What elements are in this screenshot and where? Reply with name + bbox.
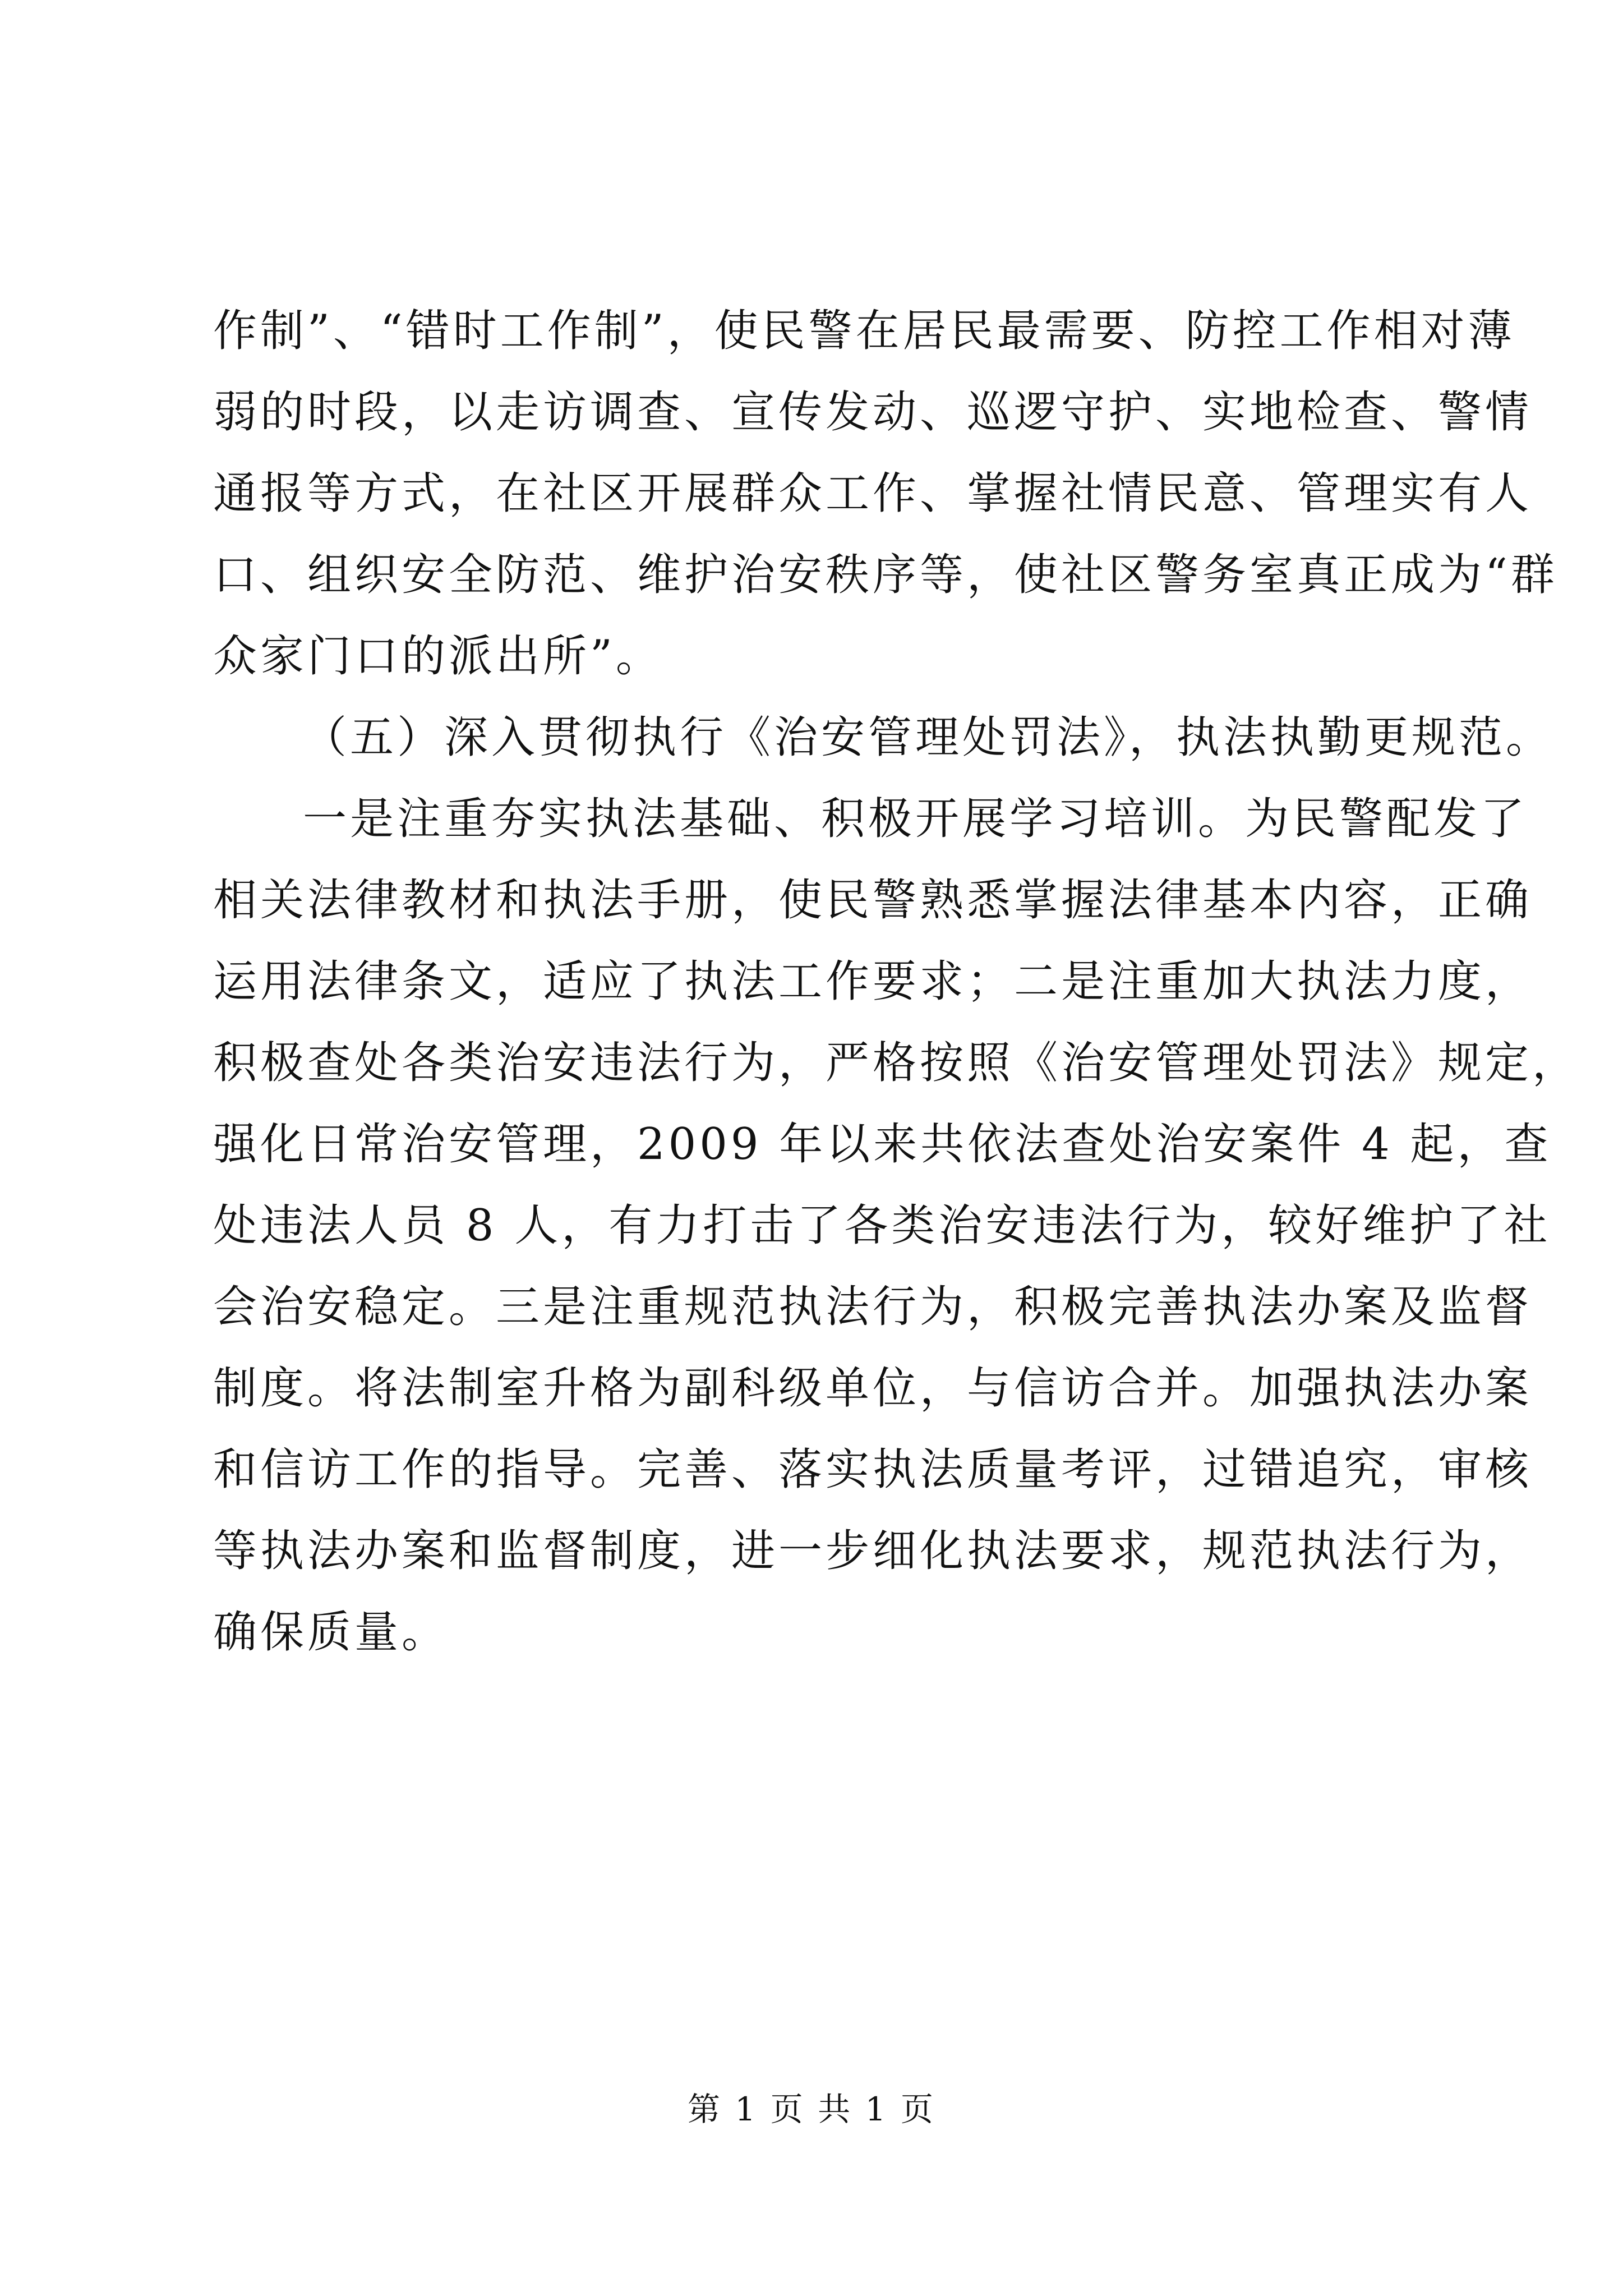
text-line: 会治安稳定。三是注重规范执法行为，积极完善执法办案及监督 <box>213 1282 1533 1332</box>
page-footer: 第 1 页 共 1 页 <box>688 2090 935 2128</box>
section-heading: （五）深入贯彻执行《治安管理处罚法》，执法执勤更规范。 <box>303 712 1553 763</box>
text-line: 众家门口的派出所”。 <box>213 631 663 682</box>
text-line: 积极查处各类治安违法行为，严格按照《治安管理处罚法》规定， <box>213 1038 1580 1088</box>
text-line: 确保质量。 <box>213 1607 449 1658</box>
text-line: 和信访工作的指导。完善、落实执法质量考评，过错追究，审核 <box>213 1444 1533 1495</box>
text-line: 通报等方式，在社区开展群众工作、掌握社情民意、管理实有人 <box>213 468 1533 519</box>
text-line: 作制”、“错时工作制”，使民警在居民最需要、防控工作相对薄 <box>213 306 1515 356</box>
text-line: 一是注重夯实执法基础、积极开展学习培训。为民警配发了 <box>303 794 1528 844</box>
text-line: 制度。将法制室升格为副科级单位，与信访合并。加强执法办案 <box>213 1363 1533 1414</box>
text-line: 运用法律条文，适应了执法工作要求；二是注重加大执法力度， <box>213 956 1533 1007</box>
text-line: 相关法律教材和执法手册，使民警熟悉掌握法律基本内容，正确 <box>213 875 1533 926</box>
text-line: 等执法办案和监督制度，进一步细化执法要求，规范执法行为， <box>213 1526 1533 1576</box>
text-line: 强化日常治安管理，2009 年以来共依法查处治安案件 4 起，查 <box>213 1119 1552 1170</box>
text-line: 弱的时段，以走访调查、宣传发动、巡逻守护、实地检查、警情 <box>213 387 1533 438</box>
text-line: 处违法人员 8 人，有力打击了各类治安违法行为，较好维护了社 <box>213 1200 1551 1251</box>
text-line: 口、组织安全防范、维护治安秩序等，使社区警务室真正成为“群 <box>213 550 1558 600</box>
